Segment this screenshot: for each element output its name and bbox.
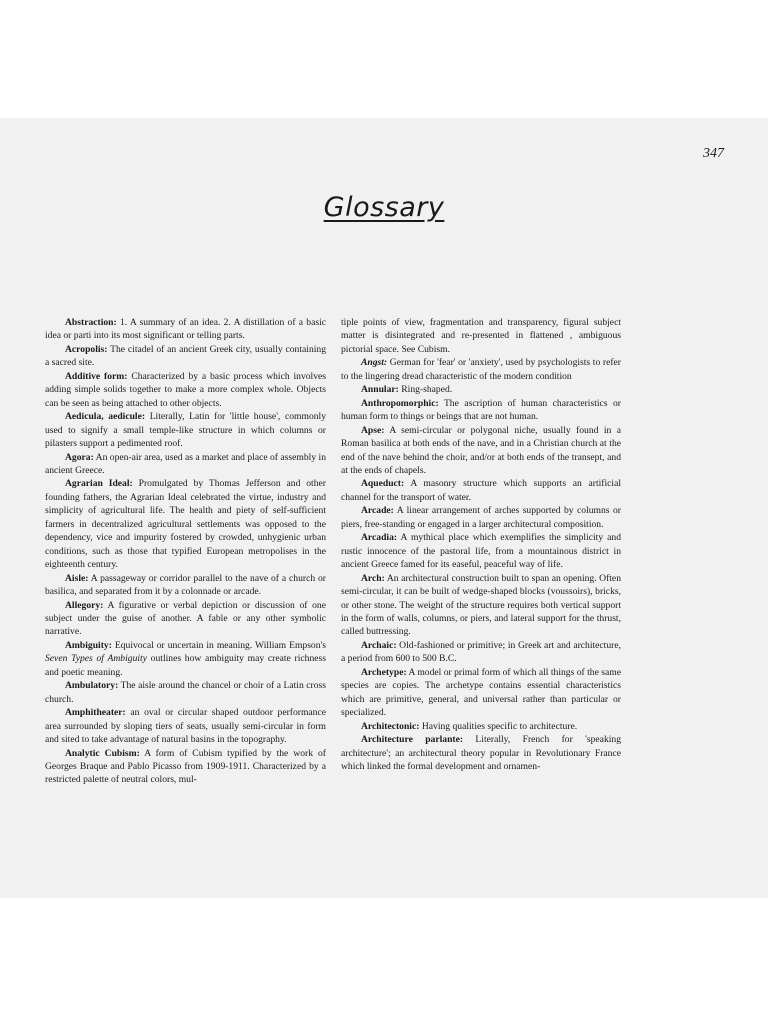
glossary-definition: An architectural construction built to span an opening. Often semi-circular, it can be built of wedge-shaped blocks (voussoirs), bricks, or other stone. The weight of the structure requires both vertical support in the form of walls, columns, or piers, and lateral support for the thrust, called buttressing. bbox=[341, 572, 621, 638]
glossary-entry bbox=[341, 397, 621, 424]
glossary-definition: The citadel of an ancient Greek city, usually containing a sacred site. bbox=[45, 343, 326, 369]
glossary-term: Archetype: bbox=[361, 666, 407, 678]
glossary-definition: Literally, French for 'speaking architecture'; an architectural theory popular in Revolutionary France which linked the formal development and ornamen- bbox=[341, 734, 621, 772]
glossary-entry bbox=[341, 531, 621, 571]
glossary-entry bbox=[341, 733, 621, 773]
glossary-entry bbox=[341, 424, 621, 478]
glossary-definition: Promulgated by Thomas Jefferson and other founding fathers, the Agrarian Ideal celebrated the virtue, industry and simplicity of agricultural life. The health and piety of self-sufficient farmers in decentralized agricultural settlements was opposed to the dependency, vice and impurity fostered by crowded, unhygienic urban conditions, such as those that typified European metropolises in the eighteenth century. bbox=[45, 478, 326, 571]
glossary-entry bbox=[45, 599, 326, 639]
glossary-entry bbox=[45, 572, 326, 599]
book-title: Seven Types of Ambiguity bbox=[45, 653, 147, 665]
glossary-term: Ambiguity: bbox=[65, 639, 112, 651]
glossary-definition: A semi-circular or polygonal niche, usually found in a Roman basilica at both ends of the nave, and in a Christian church at the end of the nave behind the choir, and/or at both ends of the transept, and at the ends of chapels. bbox=[341, 424, 621, 476]
glossary-term: Annular: bbox=[361, 384, 399, 396]
glossary-entry bbox=[45, 679, 326, 706]
glossary-term: Acropolis: bbox=[65, 343, 108, 355]
glossary-entry bbox=[341, 572, 621, 639]
glossary-entry bbox=[45, 747, 326, 787]
glossary-definition: A figurative or verbal depiction or discussion of one subject under the guise of another. A fable or any other symbolic narrative. bbox=[45, 599, 326, 638]
glossary-entry bbox=[341, 666, 621, 720]
glossary-entry bbox=[45, 410, 326, 450]
glossary-term: Amphitheater: bbox=[65, 707, 126, 719]
glossary-term: Additive form: bbox=[65, 370, 128, 382]
glossary-entry bbox=[45, 477, 326, 571]
glossary-term: Architectonic: bbox=[361, 720, 420, 732]
glossary-entry bbox=[45, 316, 326, 343]
glossary-term: Angst: bbox=[361, 357, 388, 369]
glossary-definition: A masonry structure which supports an artificial channel for the transport of water. bbox=[341, 478, 621, 503]
glossary-entry bbox=[341, 720, 621, 733]
glossary-definition: A mythical place which exemplifies the simplicity and rustic innocence of the pastoral life, from a mountainous district in ancient Greece famed for its easeful, peaceful way of life. bbox=[341, 532, 621, 571]
glossary-term: Arch: bbox=[361, 572, 385, 584]
glossary-definition: an oval or circular shaped outdoor performance area surrounded by sloping tiers of seats, usually semi-circular in form and sited to take advantage of natural basins in the topography. bbox=[45, 707, 326, 746]
glossary-definition: Literally, Latin for 'little house', commonly used to signify a small temple-like structure in which columns or pilasters support a pedimented roof. bbox=[45, 411, 326, 450]
glossary-term: Ambulatory: bbox=[65, 680, 119, 692]
glossary-entry bbox=[341, 356, 621, 383]
glossary-term: Anthropomorphic: bbox=[361, 397, 439, 409]
glossary-definition: The aisle around the chancel or choir of a Latin cross church. bbox=[45, 680, 326, 705]
glossary-definition: The ascription of human characteristics or human form to things or beings that are not human. bbox=[341, 397, 621, 423]
glossary-definition: 1. A summary of an idea. 2. A distillation of a basic idea or parti into its most significant or telling parts. bbox=[45, 317, 326, 342]
glossary-right-column bbox=[341, 316, 621, 773]
page-number: 347 bbox=[703, 146, 724, 161]
glossary-definition: A model or primal form of which all things of the same species are copies. The archetype contains essential characteristics which are primitive, general, and universal rather than particular or specialized. bbox=[341, 666, 621, 719]
glossary-term: Agrarian Ideal: bbox=[65, 478, 133, 490]
glossary-term: Aedicula, aedicule: bbox=[65, 411, 146, 423]
glossary-term: Archaic: bbox=[361, 639, 397, 651]
glossary-definition: Old-fashioned or primitive; in Greek art and architecture, a period from 600 to 500 B.C. bbox=[341, 639, 621, 665]
page-title: Glossary bbox=[323, 192, 445, 223]
glossary-term: Agora: bbox=[65, 451, 94, 463]
glossary-entry bbox=[45, 639, 326, 679]
glossary-left-column bbox=[45, 316, 326, 787]
glossary-definition: An open-air area, used as a market and place of assembly in ancient Greece. bbox=[45, 451, 326, 476]
glossary-term: Aqueduct: bbox=[361, 478, 405, 490]
glossary-term: Arcade: bbox=[361, 505, 394, 517]
definition-text: outlines how ambiguity may create richness and poetic meaning. bbox=[45, 653, 326, 678]
glossary-term: Architecture parlante: bbox=[361, 734, 464, 746]
glossary-entry bbox=[341, 639, 621, 666]
glossary-term: Aisle: bbox=[65, 572, 89, 584]
glossary-term: Analytic Cubism: bbox=[65, 747, 140, 759]
glossary-term: Abstraction: bbox=[65, 317, 117, 328]
glossary-definition: German for 'fear' or 'anxiety', used by psychologists to refer to the lingering dread characteristic of the modern condition bbox=[341, 357, 621, 382]
glossary-definition: Having qualities specific to architecture. bbox=[419, 720, 578, 732]
glossary-definition: A form of Cubism typified by the work of Georges Braque and Pablo Picasso from 1909-1911. Characterized by a restricted palette of neutral colors, mul- bbox=[45, 747, 326, 786]
glossary-term: Arcadia: bbox=[361, 532, 398, 544]
glossary-entry bbox=[45, 370, 326, 410]
glossary-definition: A passageway or corridor parallel to the nave of a church or basilica, and separated from it by a colonnade or arcade. bbox=[45, 572, 326, 598]
glossary-definition: Ring-shaped. bbox=[398, 384, 453, 396]
glossary-entry-continuation: tiple points of view, fragmentation and transparency, figural subject matter is disintegrated and re-presented in flattened , ambiguous pictorial space. See Cubism. bbox=[341, 317, 621, 355]
glossary-term: Allegory: bbox=[65, 599, 104, 611]
glossary-entry bbox=[45, 451, 326, 478]
glossary-definition: A linear arrangement of arches supported by columns or piers, free-standing or engaged in a larger architectural composition. bbox=[341, 505, 621, 530]
glossary-entry bbox=[341, 383, 621, 396]
glossary-term: Apse: bbox=[361, 424, 385, 436]
definition-text: Equivocal or uncertain in meaning. William Empson's bbox=[111, 639, 326, 651]
glossary-definition: Characterized by a basic process which involves adding simple solids together to make a more complex whole. Objects can be seen as being attached to other objects. bbox=[45, 370, 327, 409]
glossary-entry bbox=[341, 477, 621, 504]
glossary-entry bbox=[45, 343, 326, 370]
glossary-entry bbox=[45, 706, 326, 746]
glossary-entry bbox=[341, 504, 621, 531]
